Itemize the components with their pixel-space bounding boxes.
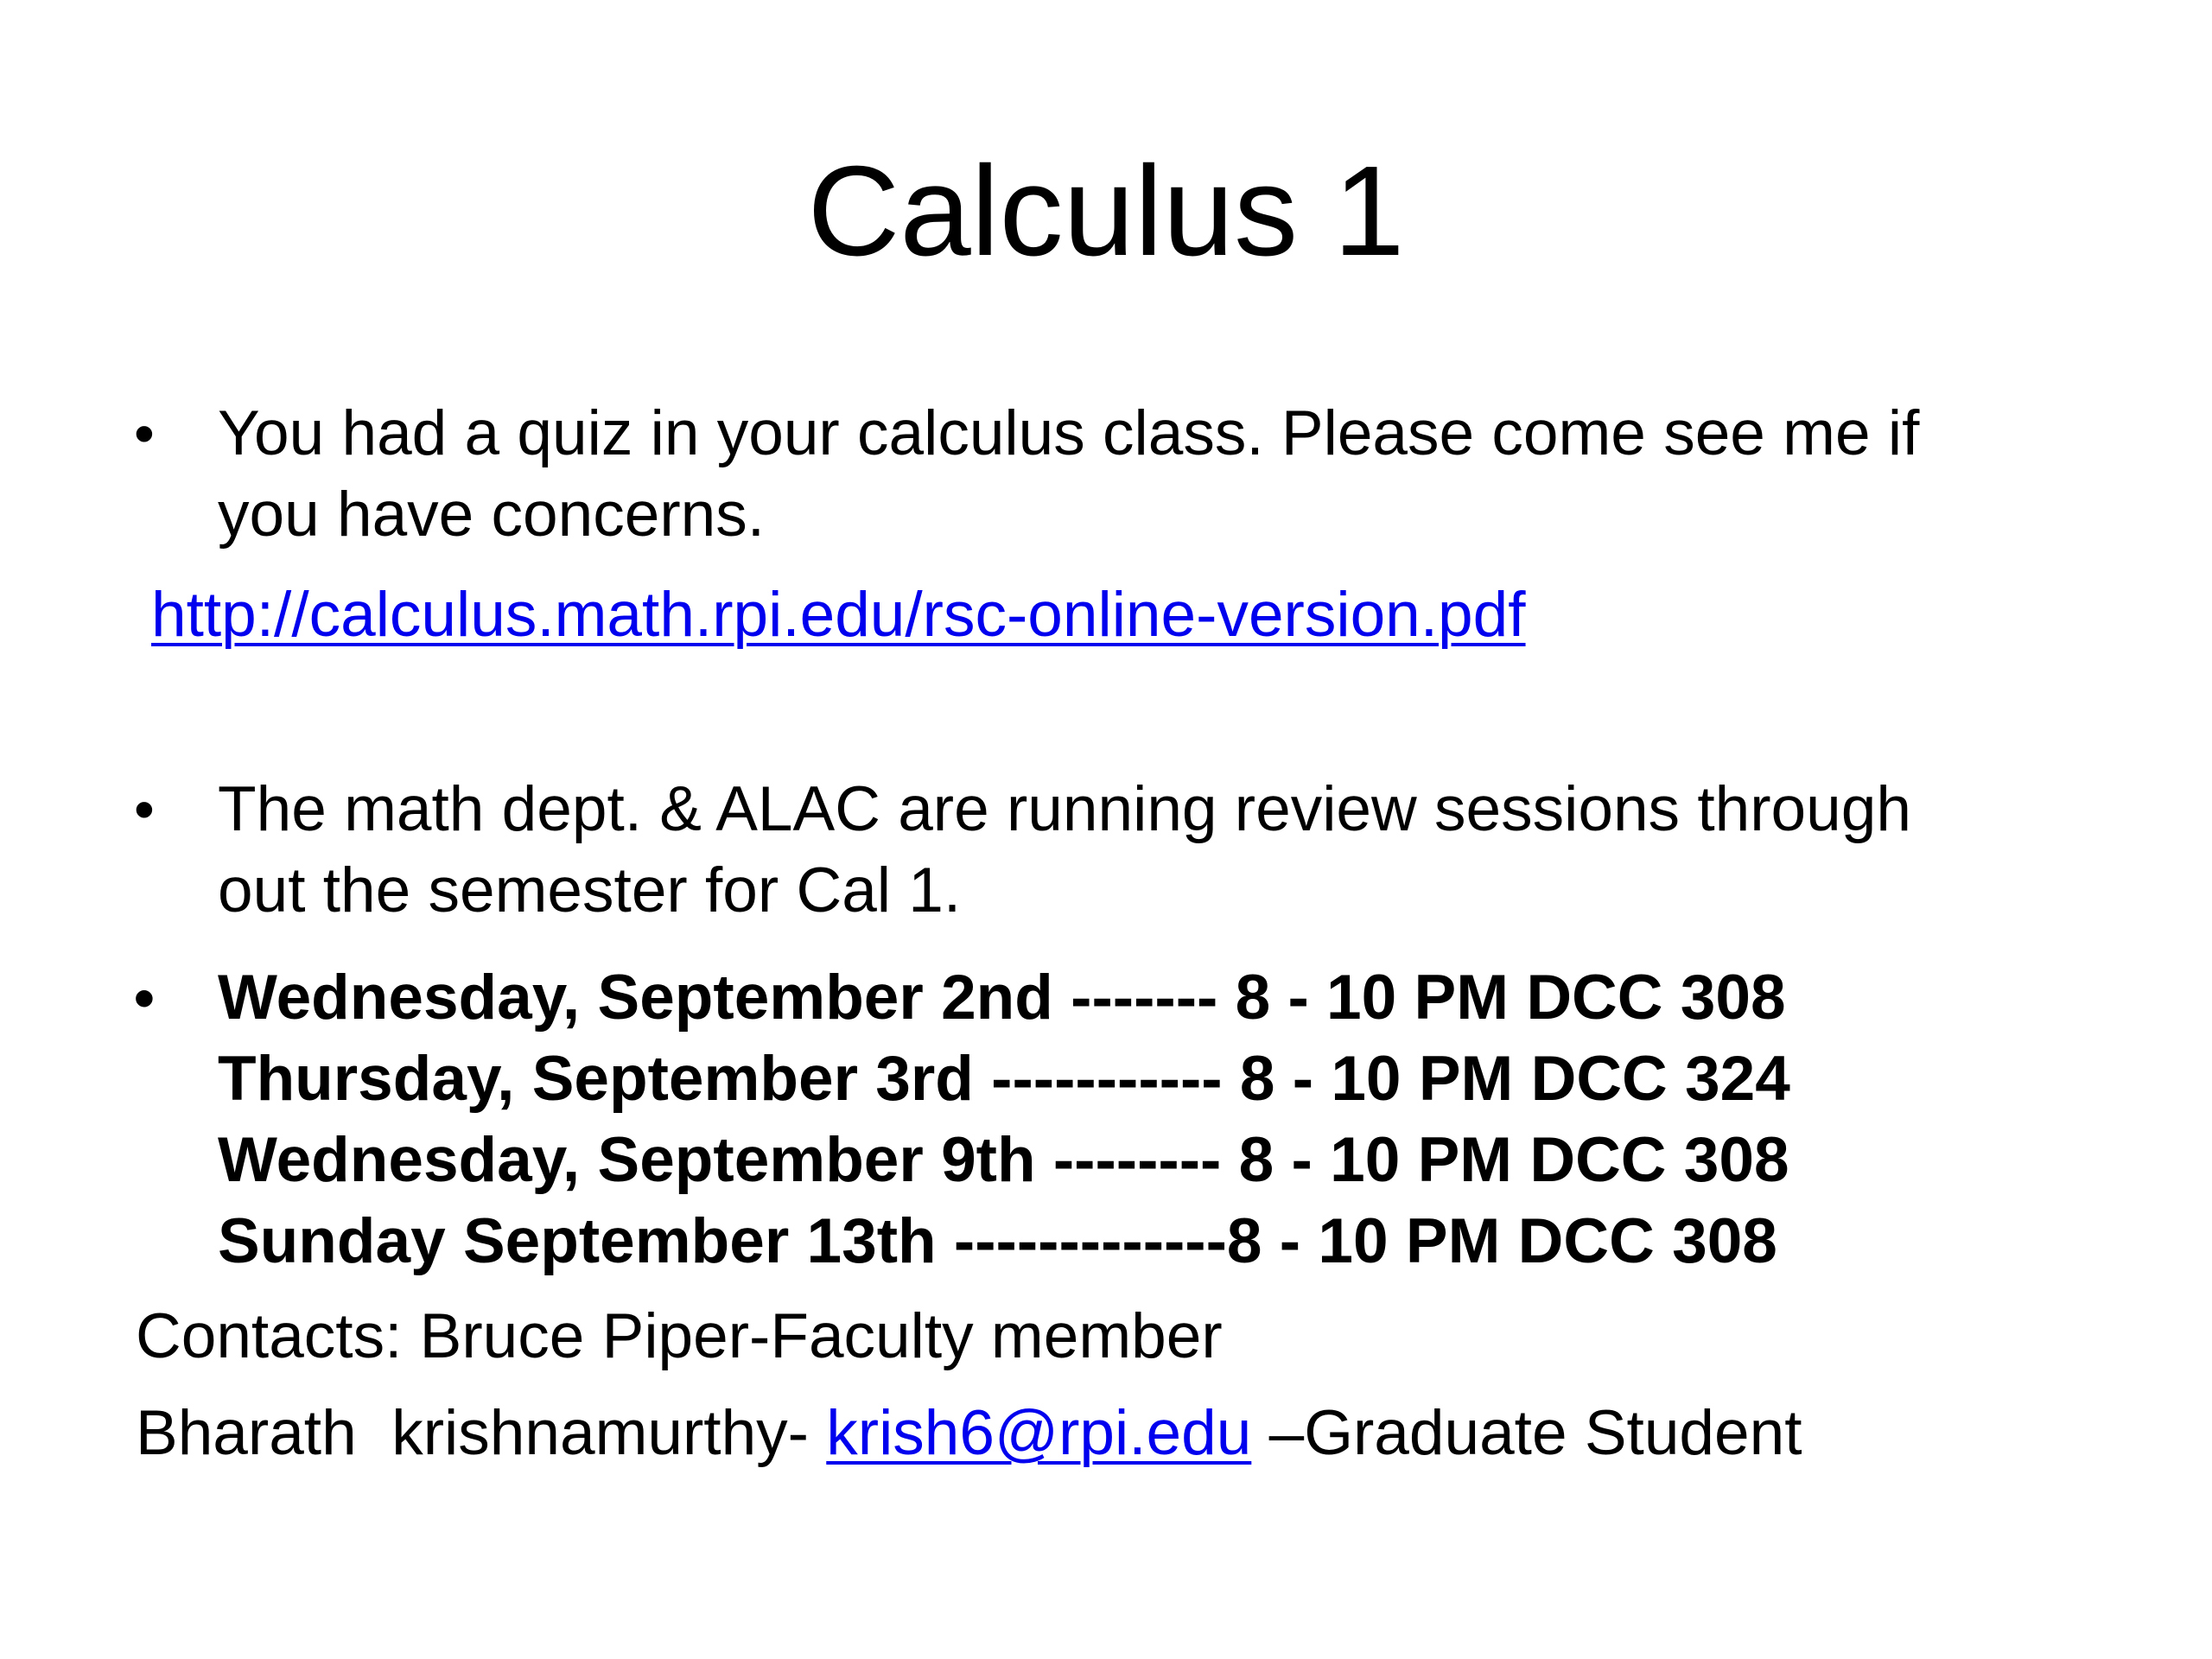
quiz-bullet-line-1: You had a quiz in your calculus class. Please come see me if (218, 398, 1920, 468)
session-item: Wednesday, September 9th -------- 8 - 10 PM DCC 308 (218, 1125, 1789, 1195)
bullet-marker: • (134, 401, 155, 467)
review-sessions-bullet-text (218, 769, 2119, 931)
graduate-email-link[interactable]: krish6@rpi.edu (826, 1398, 1252, 1468)
contacts-faculty: Contacts: Bruce Piper-Faculty member (136, 1301, 1223, 1371)
slide-title: Calculus 1 (807, 140, 1405, 283)
quiz-bullet-line-2: you have concerns. (218, 480, 766, 550)
quiz-bullet-text (218, 393, 2119, 556)
session-schedule (218, 957, 2119, 1282)
review-sessions-line-2: out the semester for Cal 1. (218, 855, 962, 925)
bullet-marker: • (134, 777, 155, 842)
session-item: Sunday September 13th -------------8 - 10 PM DCC 308 (218, 1206, 1777, 1276)
graduate-role: –Graduate Student (1251, 1398, 1802, 1468)
graduate-name: Bharath krishnamurthy- (136, 1398, 827, 1468)
bullet-marker: • (134, 965, 155, 1031)
calculus-link-row (151, 575, 1526, 656)
contacts-graduate (136, 1393, 1802, 1474)
session-item: Thursday, September 3rd ----------- 8 - 10 PM DCC 324 (218, 1044, 1790, 1114)
calculus-pdf-link[interactable]: http://calculus.math.rpi.edu/rsc-online-version.pdf (151, 580, 1526, 650)
session-item: Wednesday, September 2nd ------- 8 - 10 PM DCC 308 (218, 963, 1786, 1033)
review-sessions-line-1: The math dept. & ALAC are running review sessions through (218, 774, 1911, 844)
